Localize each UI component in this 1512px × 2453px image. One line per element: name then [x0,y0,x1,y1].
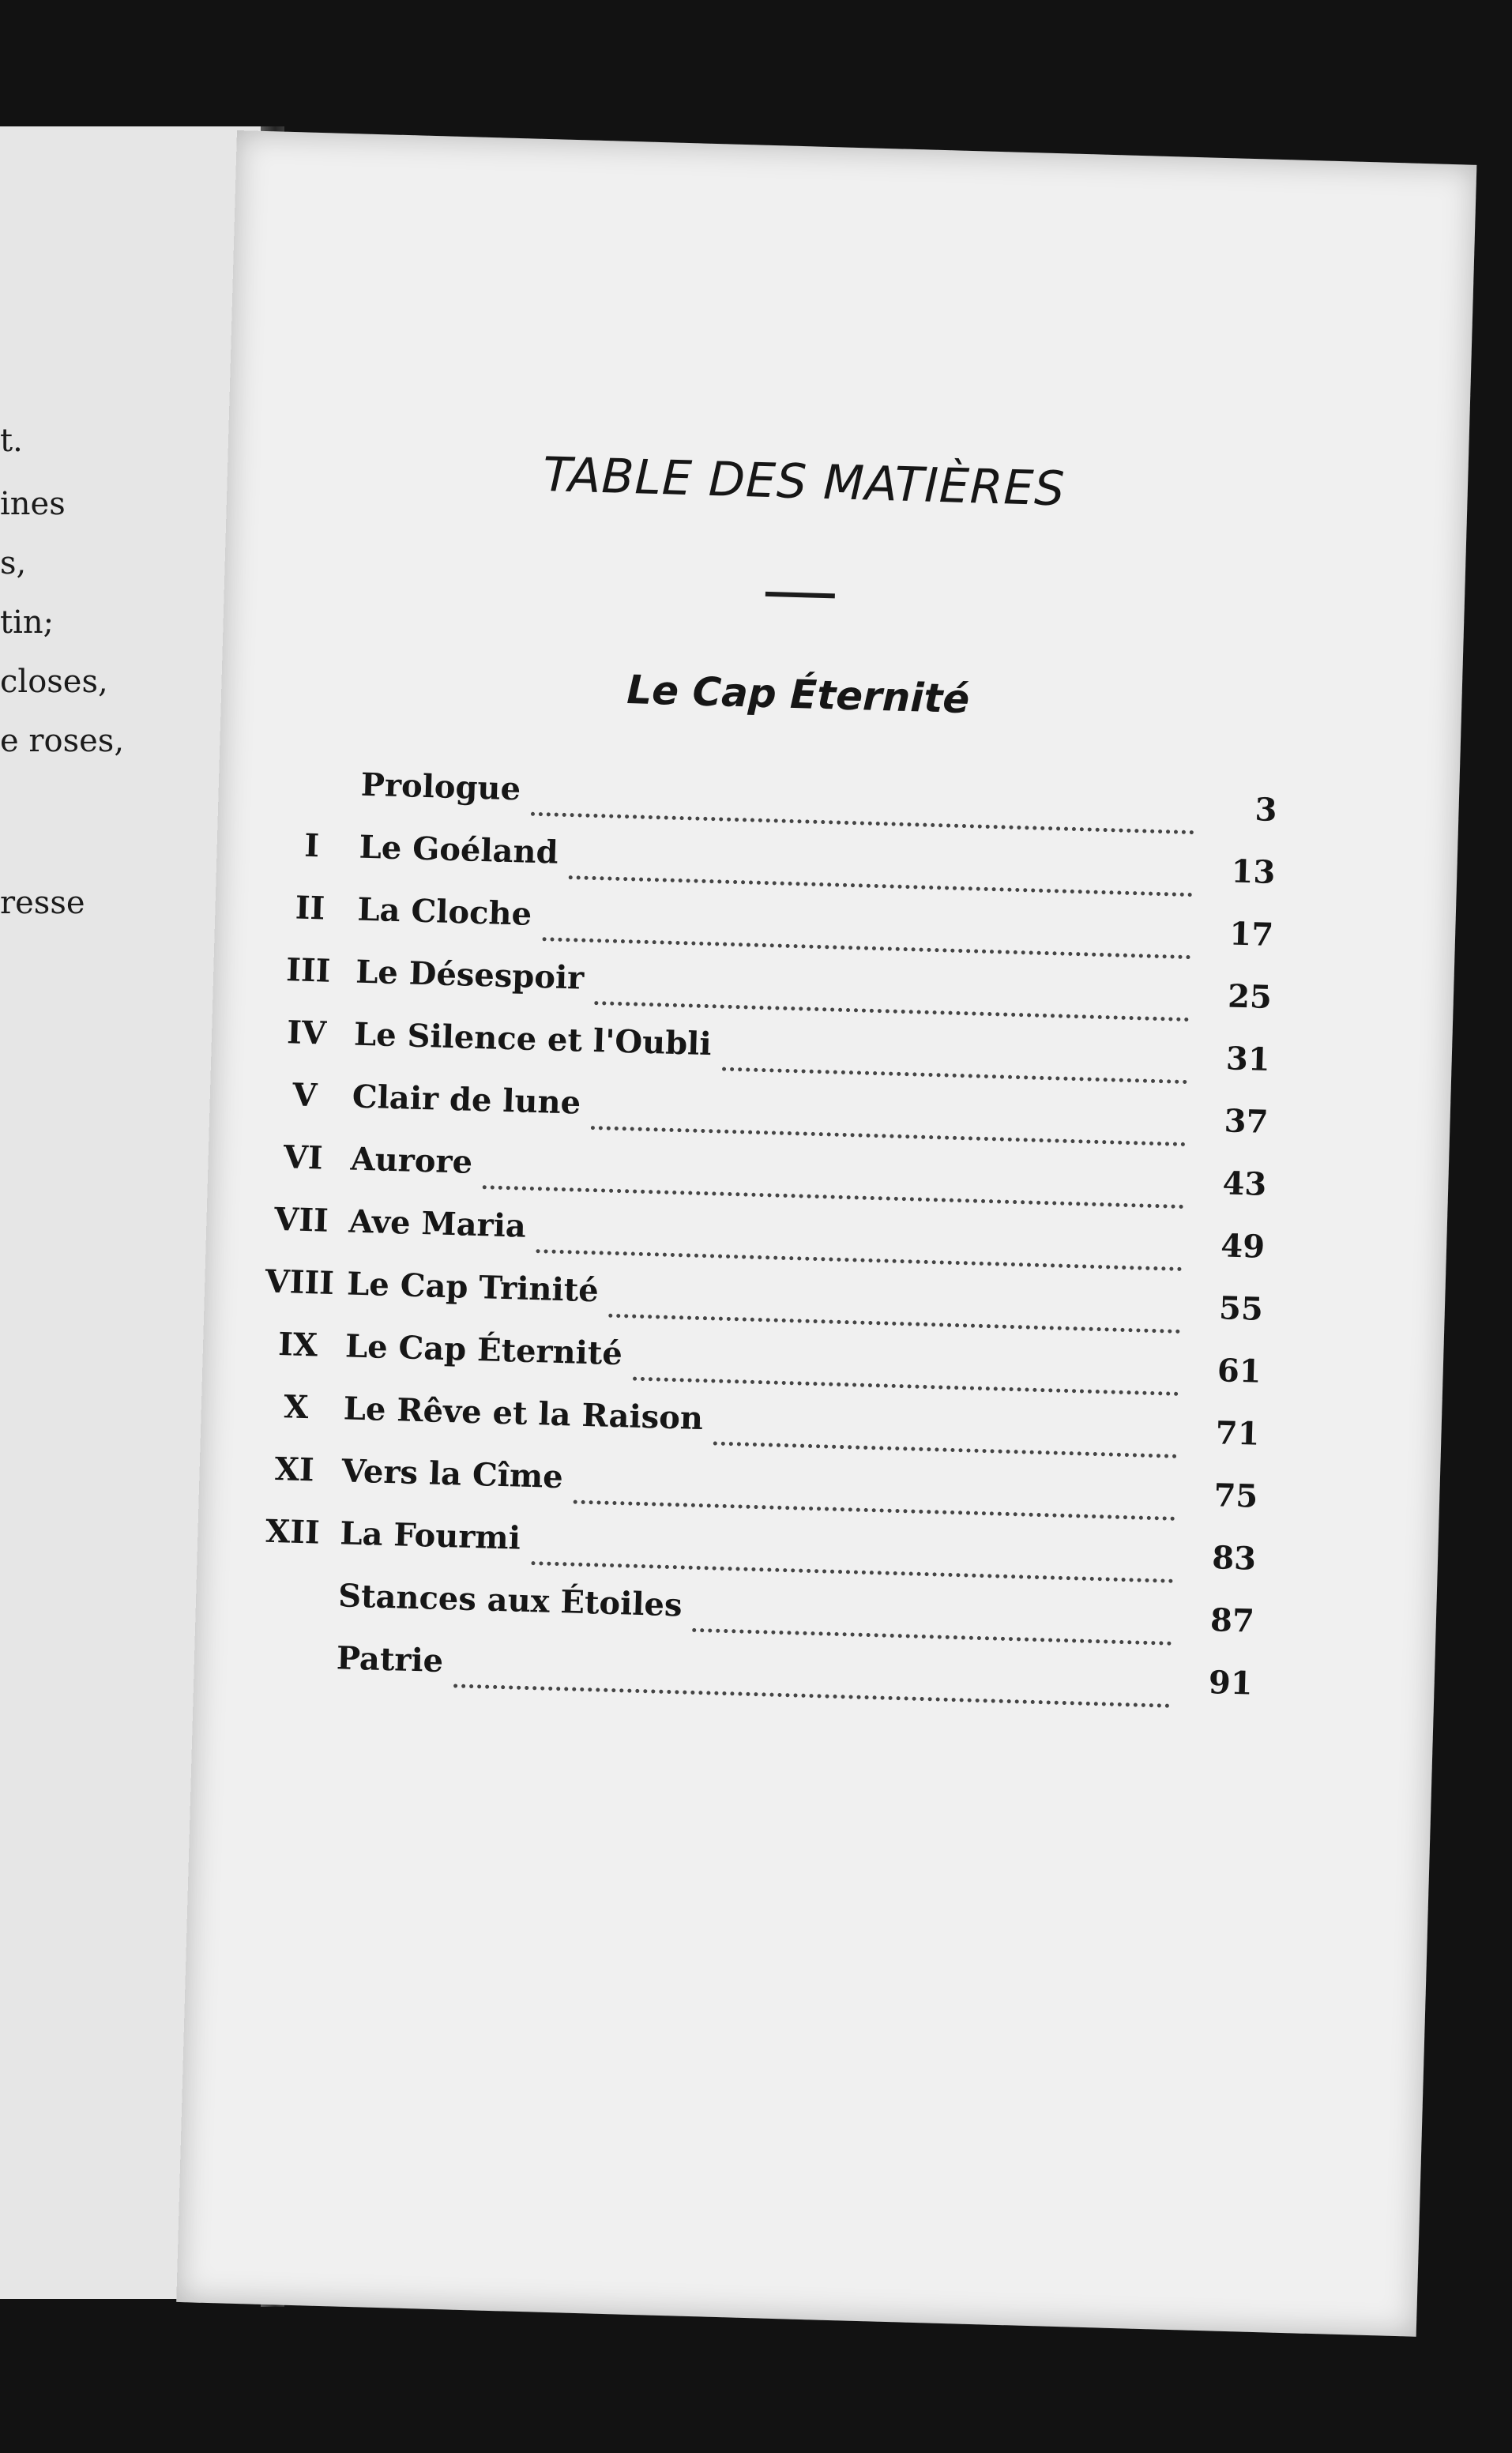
toc-entry-title: Le Silence et l'Oubli [353,1015,713,1063]
toc-entry-number [266,792,361,795]
toc-entry-title: La Fourmi [339,1514,521,1557]
toc-entry-number [243,1604,338,1606]
page-title: TABLE DES MATIÈRES [542,446,1066,517]
toc-entry-number [242,1666,337,1669]
toc-entry-title: Le Rêve et la Raison [343,1390,704,1438]
toc-dot-leader [536,1249,1182,1271]
toc-entry-title: Vers la Cîme [341,1452,564,1496]
toc-entry-title: Patrie [336,1639,444,1680]
toc-dot-leader [591,1126,1186,1146]
right-page [176,130,1476,2337]
left-page-line: t. [0,423,23,459]
toc-entry-page: 43 [1221,1164,1267,1203]
toc-dot-leader [713,1441,1177,1458]
toc-entry-number: II [295,889,325,927]
toc-dot-leader [531,812,1194,834]
toc-entry-number: VII [273,1200,329,1240]
toc-entry-number: III [285,951,332,990]
toc-entry-title: Aurore [350,1140,473,1181]
left-page-line: resse [0,885,85,921]
toc-entry-page: 49 [1220,1227,1266,1266]
toc-entry-page: 71 [1215,1414,1261,1453]
title-rule [765,592,835,598]
toc-entry-page: 61 [1217,1352,1262,1390]
toc-entry-page: 31 [1225,1040,1271,1078]
toc-dot-leader [542,937,1190,959]
toc-entry-page: 25 [1227,977,1273,1016]
toc-entry-page: 75 [1213,1477,1258,1515]
toc-dot-leader [483,1185,1183,1209]
section-title: Le Cap Éternité [626,667,971,723]
toc-dot-leader [633,1377,1179,1396]
toc-entry-title: Le Cap Trinité [346,1265,600,1310]
left-page-line: e roses, [0,723,125,759]
toc-entry-page: 55 [1218,1289,1264,1328]
toc-entry-number: IX [277,1326,318,1364]
table-of-contents [241,763,1278,1727]
toc-entry-page: 17 [1228,915,1274,954]
toc-entry-title: Ave Maria [348,1202,527,1245]
left-page-line: closes, [0,664,108,700]
toc-entry-number: X [283,1388,310,1427]
toc-dot-leader [609,1314,1180,1334]
toc-dot-leader [569,875,1193,897]
toc-entry-page: 3 [1254,791,1278,830]
toc-entry-number: XI [274,1450,315,1489]
toc-dot-leader [594,1001,1189,1021]
toc-entry-title: Stances aux Étoiles [337,1577,683,1624]
toc-entry-number: VI [283,1138,324,1177]
toc-entry-page: 83 [1211,1539,1257,1578]
toc-entry-title: Le Désespoir [355,953,585,997]
toc-entry-page: 91 [1208,1664,1254,1702]
toc-entry-number: I [303,826,320,865]
toc-entry-number: VIII [265,1262,335,1302]
toc-entry-title: Le Goéland [359,828,559,871]
toc-dot-leader [693,1628,1172,1646]
toc-entry-title: Prologue [360,766,521,808]
toc-entry-title: Clair de lune [352,1078,581,1122]
toc-entry-page: 87 [1209,1601,1255,1640]
left-page-line: tin; [0,604,55,641]
toc-entry-number: XII [265,1512,321,1552]
toc-dot-leader [453,1684,1170,1707]
toc-entry-number: V [291,1076,318,1115]
toc-dot-leader [574,1500,1175,1521]
toc-entry-title: La Cloche [356,890,532,933]
toc-entry-title: Le Cap Éternité [344,1327,623,1373]
toc-dot-leader [531,1561,1173,1583]
left-page-line: ines [0,486,66,522]
left-page-line: s, [0,545,27,581]
toc-dot-leader [722,1067,1187,1084]
toc-entry-number: IV [286,1014,327,1052]
toc-entry-page: 13 [1230,852,1276,892]
toc-entry-page: 37 [1224,1102,1269,1141]
